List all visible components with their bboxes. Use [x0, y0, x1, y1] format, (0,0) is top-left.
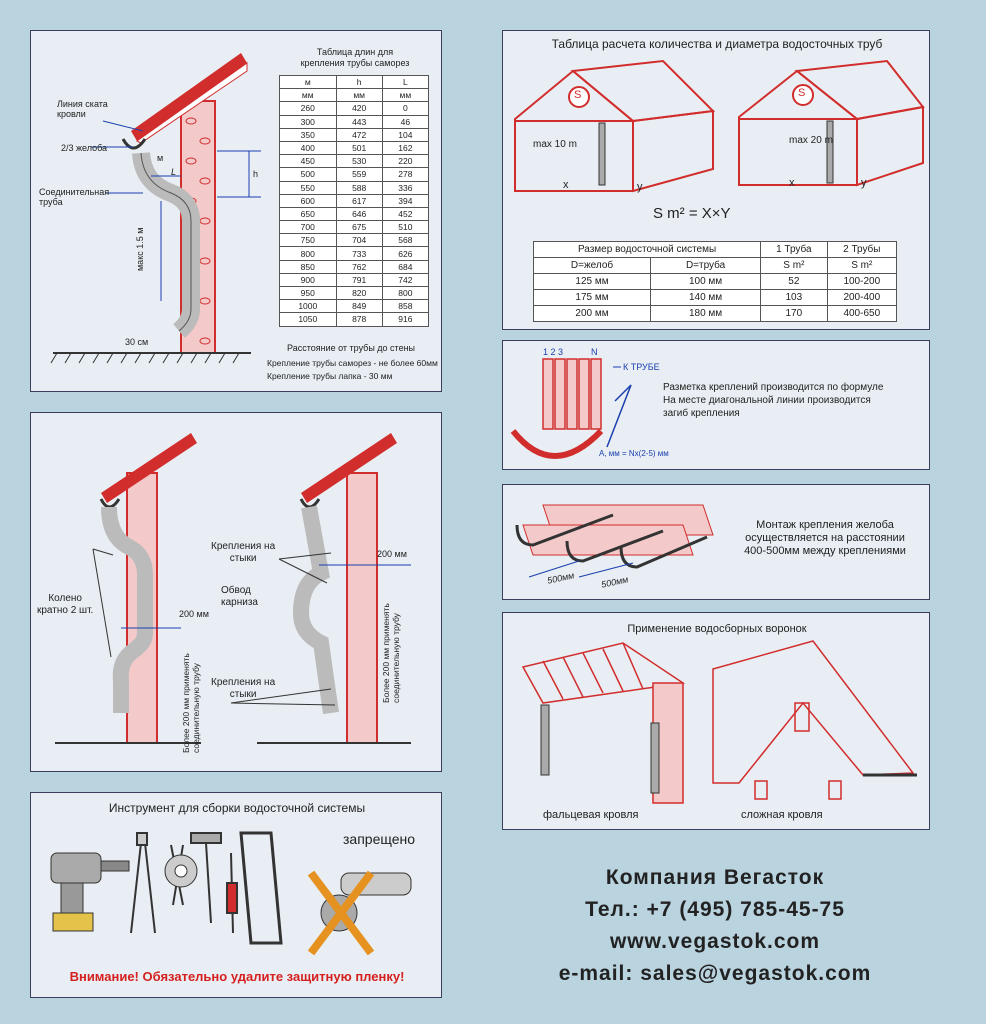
sub-area-2: S m² — [827, 258, 896, 274]
header-one-pipe: 1 Труба — [761, 242, 827, 258]
gutter-spacing-1: 500мм — [546, 570, 576, 586]
funnels-illustration — [503, 613, 931, 831]
distance-screw: Крепление трубы саморез - не более 60мм — [267, 358, 438, 368]
label-s-left: S — [574, 89, 582, 101]
table-row: 200 мм 180 мм 170 400-650 — [534, 306, 897, 322]
label-eave-bypass: Обвод карниза — [221, 585, 258, 608]
table-row: 700 675 510 — [280, 221, 429, 234]
label-max-1-5m: макс 1.5 м — [135, 227, 145, 271]
label-h: h — [253, 169, 259, 179]
label-connector-note-left: Более 200 мм применять соединительную трубу — [181, 653, 201, 753]
area-formula: S m² = X×Y — [653, 205, 731, 222]
forbidden-label: запрещено — [343, 831, 416, 847]
table-row: 260 420 0 — [280, 102, 429, 115]
company-email[interactable]: e-mail: sales@vegastok.com — [558, 962, 872, 985]
header-two-pipes: 2 Трубы — [827, 242, 896, 258]
label-joint-fastening-top: Крепления на стыки — [211, 541, 276, 564]
label-connector-note-right: Более 200 мм применять соединительную трубу — [381, 603, 401, 703]
company-name: Компания Вегасток — [605, 866, 825, 889]
table-row: 800 733 626 — [280, 247, 429, 260]
house-left — [515, 61, 713, 191]
distance-title: Расстояние от трубы до стены — [287, 343, 416, 353]
table-row: 900 791 742 — [280, 273, 429, 286]
label-elbow: Колено кратно 2 шт. — [37, 593, 94, 616]
header-system-size: Размер водосточной системы — [534, 242, 761, 258]
label-L: L — [171, 167, 177, 177]
label-s-right: S — [798, 87, 806, 99]
label-max-10m: max 10 m — [533, 139, 577, 150]
company-website[interactable]: www.vegastok.com — [609, 930, 821, 953]
unit-m: мм — [280, 89, 337, 102]
panel-gutter-mounting — [502, 484, 930, 600]
table-row: 600 617 394 — [280, 194, 429, 207]
table-row: 750 704 568 — [280, 234, 429, 247]
table-row: 300 443 46 — [280, 115, 429, 128]
panel-tools — [30, 792, 442, 998]
label-complex-roof: сложная кровля — [741, 809, 823, 821]
table-row: 500 559 278 — [280, 168, 429, 181]
panel-fastening-table — [30, 30, 442, 392]
table-row: 1050 878 916 — [280, 313, 429, 326]
label-m: м — [157, 153, 164, 163]
panel-pipe-installation — [30, 412, 442, 772]
label-x-left: x — [563, 179, 569, 191]
label-max-20m: max 20 m — [789, 135, 833, 146]
header-L: L — [382, 76, 428, 89]
panel-bracket-marking — [502, 340, 930, 470]
label-200mm-left: 200 мм — [179, 609, 209, 619]
label-200mm-right: 200 мм — [377, 549, 407, 559]
bracket-n: N — [591, 347, 598, 357]
tools-title: Инструмент для сборки водосточной системы — [108, 801, 366, 815]
fastening-table-title: Таблица длин для крепления трубы саморез — [300, 47, 410, 68]
sub-pipe: D=труба — [651, 258, 761, 274]
label-connection-pipe: Соединительная труба — [39, 187, 110, 207]
company-phone: Тел.: +7 (495) 785-45-75 — [585, 898, 845, 921]
table-row: 175 мм 140 мм 103 200-400 — [534, 290, 897, 306]
table-row: 550 588 336 — [280, 181, 429, 194]
panel-funnels — [502, 612, 930, 830]
table-row: 450 530 220 — [280, 155, 429, 168]
panel-pipe-calculation — [502, 30, 930, 330]
header-h: h — [336, 76, 382, 89]
unit-L: мм — [382, 89, 428, 102]
table-row: 950 820 800 — [280, 287, 429, 300]
label-x-right: x — [789, 177, 795, 189]
funnels-title: Применение водосборных воронок — [627, 623, 807, 635]
bracket-formula: А, мм = Nx(2-5) мм — [599, 449, 669, 458]
unit-h: мм — [336, 89, 382, 102]
bracket-marking-text: Разметка креплений производится по формуле На месте диагональной линии производится загиб крепления — [663, 382, 884, 419]
table-row: 1000 849 858 — [280, 300, 429, 313]
pipe-diameter-table — [533, 241, 897, 322]
gutter-spacing-2: 500мм — [600, 574, 630, 590]
table-row: 650 646 452 — [280, 207, 429, 220]
table-row: 350 472 104 — [280, 128, 429, 141]
fastening-table — [279, 75, 429, 327]
table-row: 850 762 684 — [280, 260, 429, 273]
distance-bracket: Крепление трубы лапка - 30 мм — [267, 371, 393, 381]
protective-film-warning: Внимание! Обязательно удалите защитную пленку! — [69, 969, 405, 984]
label-seam-roof: фальцевая кровля — [543, 809, 639, 821]
label-30cm: 30 см — [125, 337, 149, 347]
table-row: 400 501 162 — [280, 141, 429, 154]
complex-roof — [713, 641, 917, 799]
to-pipe-label: К ТРУБЕ — [623, 362, 660, 372]
table-row: 125 мм 100 мм 52 100-200 — [534, 274, 897, 290]
gutter-spacing-text: Монтаж крепления желоба осуществляется на расстоянии 400-500мм между креплениями — [744, 519, 906, 557]
sub-area-1: S m² — [761, 258, 827, 274]
label-roof-slope: Линия ската кровли — [57, 99, 108, 119]
calculation-title: Таблица расчета количества и диаметра водосточных труб — [551, 37, 883, 51]
sub-gutter: D=желоб — [534, 258, 651, 274]
header-m: м — [280, 76, 337, 89]
bracket-numbers: 1 2 3 — [543, 347, 564, 357]
label-gutter-ratio: 2/3 желоба — [61, 143, 108, 153]
label-y-right: y — [861, 177, 867, 189]
label-y-left: y — [637, 181, 643, 193]
label-joint-fastening-bottom: Крепления на стыки — [211, 677, 276, 700]
